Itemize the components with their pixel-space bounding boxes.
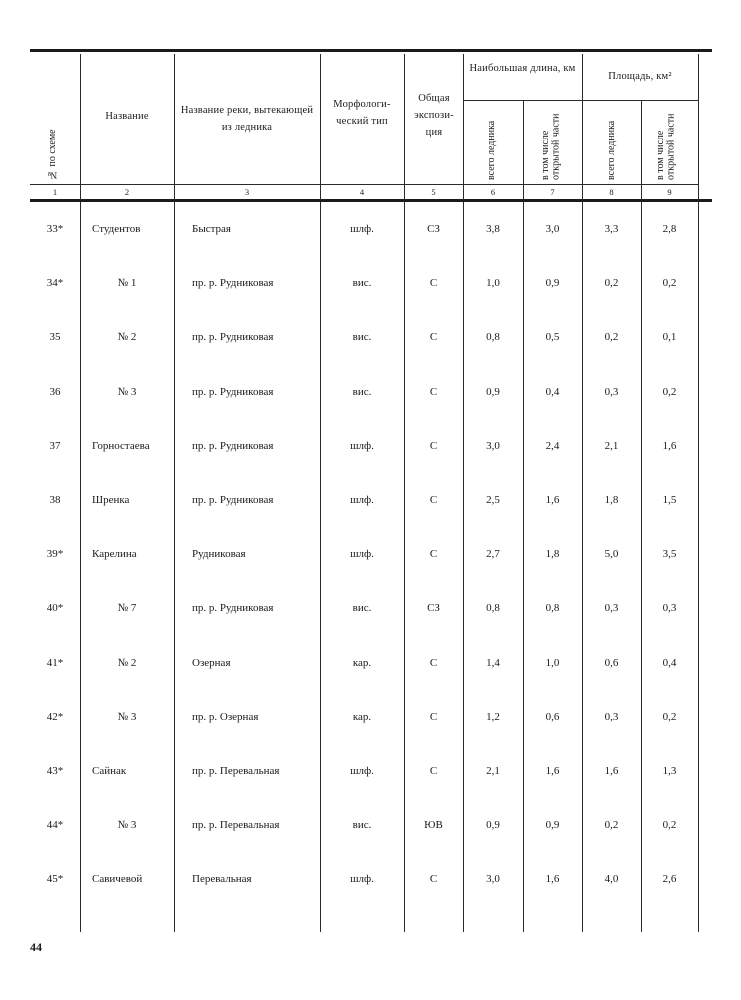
cell-len-total: 3,0 xyxy=(486,873,500,886)
cell-river: пр. р. Перевальная xyxy=(192,765,280,777)
cell-len-total: 1,4 xyxy=(486,656,500,669)
cell-len-open: 1,6 xyxy=(545,873,560,886)
header-scheme-number: № по схеме xyxy=(47,129,58,180)
cell-name: № 2 xyxy=(117,331,137,344)
cell-len-total: 0,8 xyxy=(486,602,500,615)
column-number: 9 xyxy=(667,187,672,197)
cell-num: 44* xyxy=(46,819,64,832)
cell-area-open: 0,2 xyxy=(662,710,677,723)
header-divider xyxy=(698,54,699,200)
cell-area-total: 0,2 xyxy=(604,331,619,344)
cell-exp: С xyxy=(429,765,438,777)
cell-num: 42* xyxy=(46,710,64,723)
cell-exp: С xyxy=(429,331,438,344)
cell-num: 40* xyxy=(46,602,64,615)
cell-river: пр. р. Рудниковая xyxy=(192,602,274,615)
cell-area-total: 0,2 xyxy=(604,819,619,832)
cell-area-open: 1,5 xyxy=(662,494,677,506)
header-divider xyxy=(320,54,321,200)
cell-exp: С xyxy=(429,385,438,398)
cell-len-open: 0,9 xyxy=(545,277,560,290)
cell-num: 45* xyxy=(46,873,64,886)
column-divider xyxy=(174,202,175,932)
cell-type: шлф. xyxy=(350,439,374,452)
cell-name: Горностаева xyxy=(92,439,150,452)
cell-len-total: 3,0 xyxy=(486,439,500,452)
cell-len-open: 0,4 xyxy=(545,385,560,398)
header-divider xyxy=(404,54,405,200)
cell-len-open: 1,6 xyxy=(545,494,560,506)
header-max-length: Наибольшая длина, км xyxy=(469,63,576,74)
cell-len-open: 0,8 xyxy=(545,602,560,615)
cell-exp: СЗ xyxy=(427,223,440,235)
cell-type: вис. xyxy=(352,277,372,290)
column-number: 6 xyxy=(490,187,496,197)
cell-len-open: 1,0 xyxy=(545,656,560,669)
cell-name: Студентов xyxy=(92,223,141,235)
cell-area-total: 1,6 xyxy=(604,765,619,777)
cell-river: Озерная xyxy=(192,656,231,669)
group-divider xyxy=(463,100,698,101)
header-morph-type: Морфологи- ческий тип xyxy=(333,99,391,127)
cell-name: Савичевой xyxy=(92,873,143,886)
cell-river: пр. р. Рудниковая xyxy=(192,494,274,506)
cell-area-total: 5,0 xyxy=(604,548,619,561)
cell-num: 38 xyxy=(49,494,61,506)
cell-name: № 3 xyxy=(117,710,137,723)
cell-type: кар. xyxy=(352,656,372,669)
cell-len-total: 1,2 xyxy=(486,710,500,723)
cell-len-open: 1,8 xyxy=(545,548,560,561)
cell-river: пр. р. Рудниковая xyxy=(192,277,274,290)
cell-exp: С xyxy=(429,439,438,452)
cell-len-total: 2,5 xyxy=(486,494,500,506)
cell-type: вис. xyxy=(352,602,372,615)
cell-exp: С xyxy=(429,277,438,290)
cell-name: № 2 xyxy=(117,656,137,669)
cell-area-open: 2,8 xyxy=(662,223,677,235)
cell-type: вис. xyxy=(352,819,372,832)
column-number: 5 xyxy=(431,187,436,197)
cell-len-open: 2,4 xyxy=(545,439,560,452)
column-divider xyxy=(698,202,699,932)
cell-river: Быстрая xyxy=(192,223,231,235)
column-number: 1 xyxy=(52,187,58,197)
cell-num: 33* xyxy=(46,223,64,235)
cell-river: Перевальная xyxy=(192,873,252,886)
cell-area-total: 3,3 xyxy=(604,223,619,235)
cell-river: пр. р. Перевальная xyxy=(192,819,280,832)
column-number: 7 xyxy=(550,187,555,197)
column-number: 4 xyxy=(359,187,365,197)
cell-num: 36 xyxy=(49,385,61,398)
cell-area-total: 0,3 xyxy=(604,602,619,615)
cell-name: № 7 xyxy=(117,602,137,615)
header-area: Площадь, км² xyxy=(608,71,672,82)
column-number: 8 xyxy=(609,187,614,197)
header-divider xyxy=(641,101,642,200)
header-exposure: Общая экспози- ция xyxy=(414,93,454,138)
cell-exp: С xyxy=(429,873,438,886)
header-name: Название xyxy=(105,111,149,122)
cell-name: № 3 xyxy=(117,819,137,832)
cell-len-total: 3,8 xyxy=(486,223,500,235)
header-length-open: в том числе открытой части xyxy=(540,113,562,180)
cell-exp: С xyxy=(429,710,438,723)
cell-exp: СЗ xyxy=(427,602,440,615)
cell-area-open: 0,2 xyxy=(662,819,677,832)
cell-river: пр. р. Рудниковая xyxy=(192,385,274,398)
cell-num: 41* xyxy=(46,656,64,669)
cell-type: кар. xyxy=(352,710,372,723)
cell-area-open: 1,6 xyxy=(662,439,677,452)
cell-area-total: 2,1 xyxy=(604,439,619,452)
header-divider xyxy=(523,101,524,200)
cell-len-total: 2,1 xyxy=(486,765,500,777)
top-rule xyxy=(30,49,712,52)
page-number: 44 xyxy=(30,940,42,954)
cell-len-open: 0,5 xyxy=(545,331,560,344)
cell-num: 37 xyxy=(49,439,61,452)
header-length-total: всего ледника xyxy=(486,120,497,180)
cell-river: пр. р. Озерная xyxy=(192,710,259,723)
cell-type: шлф. xyxy=(350,873,374,886)
cell-area-open: 0,2 xyxy=(662,385,677,398)
cell-num: 34* xyxy=(46,277,64,290)
header-divider xyxy=(174,54,175,200)
cell-name: № 3 xyxy=(117,385,137,398)
cell-area-total: 1,8 xyxy=(604,494,619,506)
cell-name: № 1 xyxy=(117,277,137,290)
cell-area-open: 1,3 xyxy=(662,765,677,777)
cell-len-total: 0,8 xyxy=(486,331,500,344)
cell-river: Рудниковая xyxy=(192,548,246,561)
cell-exp: С xyxy=(429,494,438,506)
header-area-total: всего ледника xyxy=(606,120,617,180)
cell-exp: ЮВ xyxy=(424,819,443,832)
colnum-divider xyxy=(30,184,698,185)
cell-num: 35 xyxy=(49,331,61,344)
cell-area-open: 0,4 xyxy=(662,656,677,669)
cell-len-total: 2,7 xyxy=(486,548,500,561)
column-number: 2 xyxy=(124,187,130,197)
cell-len-open: 3,0 xyxy=(545,223,560,235)
header-river: Название реки, вытекающей из ледника xyxy=(180,105,314,133)
cell-area-open: 0,2 xyxy=(662,277,677,290)
cell-type: шлф. xyxy=(350,765,374,777)
header-area-open: в том числе открытой части xyxy=(655,113,677,180)
cell-type: вис. xyxy=(352,331,372,344)
cell-area-open: 3,5 xyxy=(662,548,677,561)
header-divider xyxy=(80,54,81,200)
cell-type: шлф. xyxy=(350,223,374,235)
cell-type: шлф. xyxy=(350,494,374,506)
header-rule xyxy=(30,199,712,202)
cell-name: Сайнак xyxy=(92,765,127,777)
cell-type: шлф. xyxy=(350,548,374,561)
cell-area-total: 4,0 xyxy=(604,873,619,886)
cell-name: Шренка xyxy=(92,494,130,506)
cell-name: Карелина xyxy=(92,548,137,561)
cell-len-total: 0,9 xyxy=(486,385,500,398)
cell-area-total: 0,2 xyxy=(604,277,619,290)
cell-num: 43* xyxy=(46,765,64,777)
column-number: 3 xyxy=(244,187,250,197)
cell-len-open: 1,6 xyxy=(545,765,560,777)
cell-area-total: 0,3 xyxy=(604,710,619,723)
cell-len-open: 0,6 xyxy=(545,710,560,723)
cell-len-open: 0,9 xyxy=(545,819,560,832)
cell-len-total: 0,9 xyxy=(486,819,500,832)
cell-area-total: 0,6 xyxy=(604,656,619,669)
cell-area-open: 0,3 xyxy=(662,602,677,615)
cell-len-total: 1,0 xyxy=(486,277,500,290)
cell-area-total: 0,3 xyxy=(604,385,619,398)
cell-exp: С xyxy=(429,656,438,669)
cell-river: пр. р. Рудниковая xyxy=(192,331,274,344)
cell-area-open: 0,1 xyxy=(662,331,677,344)
cell-type: вис. xyxy=(352,385,372,398)
cell-river: пр. р. Рудниковая xyxy=(192,439,274,452)
cell-num: 39* xyxy=(46,548,64,561)
cell-exp: С xyxy=(429,548,438,561)
cell-area-open: 2,6 xyxy=(662,873,677,886)
